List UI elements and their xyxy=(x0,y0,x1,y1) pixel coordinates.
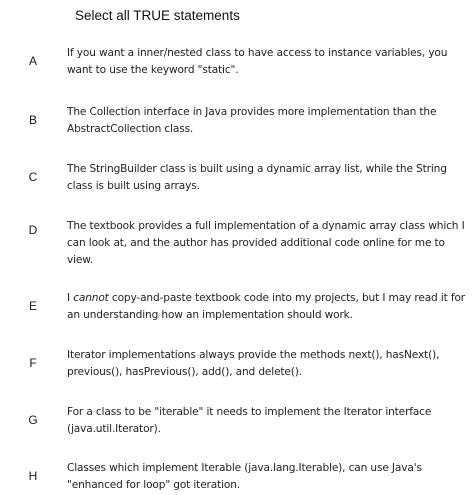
option-text: The Collection interface in Java provides more implementation than the AbstractCollection class. xyxy=(67,106,437,135)
option-text-pre: I xyxy=(67,292,74,304)
option-text-post: copy-and-paste textbook code into my projects, but I may read it for an understanding how an implementation should work. xyxy=(67,292,465,321)
option-letter: B xyxy=(28,113,37,127)
option-letter: G xyxy=(28,413,38,427)
option-letter: H xyxy=(28,469,38,483)
option-text-emphasis: cannot xyxy=(73,292,109,304)
option-letter: A xyxy=(28,54,37,68)
option-letter: F xyxy=(29,356,37,370)
option-text: Classes which implement Iterable (java.lang.Iterable), can use Java's "enhanced for loop" got iteration. xyxy=(67,462,422,491)
option-text: If you want a inner/nested class to have access to instance variables, you want to use the keyword "static". xyxy=(67,47,448,76)
option-text: The StringBuilder class is built using a dynamic array list, while the String class is built using arrays. xyxy=(67,163,447,192)
option-text xyxy=(67,290,471,324)
option-letter: C xyxy=(28,170,38,184)
question-title: Select all TRUE statements xyxy=(75,8,240,23)
option-letter: E xyxy=(28,299,37,313)
option-text: Iterator implementations always provide the methods next(), hasNext(), previous(), hasPrevious(), add(), and delete(). xyxy=(67,349,440,378)
option-text: The textbook provides a full implementation of a dynamic array class which I can look at, and the author has provided additional code online for me to view. xyxy=(67,220,465,266)
option-text: For a class to be "iterable" it needs to implement the Iterator interface (java.util.Iterator). xyxy=(67,406,432,435)
option-letter: D xyxy=(28,223,38,237)
